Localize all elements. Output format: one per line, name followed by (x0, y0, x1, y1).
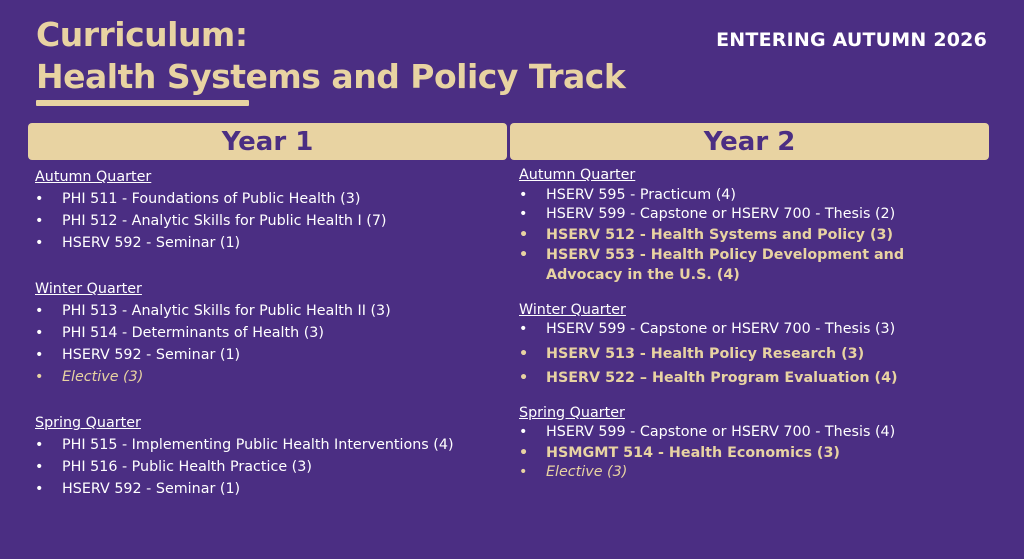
list-item: • HSERV 595 - Practicum (4) (519, 186, 919, 206)
year-2-spring-list (519, 423, 919, 482)
list-item: • PHI 515 - Implementing Public Health Interventions (4) (35, 434, 505, 456)
list-item: • HSERV 592 - Seminar (1) (35, 344, 505, 366)
track-item: • HSERV 513 - Health Policy Research (3) (519, 344, 919, 364)
track-item: • HSERV 522 – Health Program Evaluation (4) (519, 368, 919, 388)
elective-item: • Elective (3) (519, 463, 919, 483)
list-item: • PHI 514 - Determinants of Health (3) (35, 322, 505, 344)
year-1-column (35, 166, 505, 500)
list-item: • HSERV 592 - Seminar (1) (35, 478, 505, 500)
entering-term: ENTERING AUTUMN 2026 (716, 29, 987, 51)
year-2-autumn-list (519, 186, 919, 285)
year-1-autumn-heading: Autumn Quarter (35, 169, 152, 185)
list-item: • PHI 516 - Public Health Practice (3) (35, 456, 505, 478)
year-2-spring-heading: Spring Quarter (519, 404, 625, 421)
year-2-winter-heading: Winter Quarter (519, 301, 626, 318)
track-item: • HSERV 553 - Health Policy Development and Advocacy in the U.S. (4) (519, 245, 919, 285)
list-item: • HSERV 599 - Capstone or HSERV 700 - Thesis (4) (519, 423, 919, 443)
year-2-header: Year 2 (510, 123, 989, 160)
year-2-winter-list (519, 320, 919, 388)
year-1-spring-heading: Spring Quarter (35, 415, 141, 431)
title-line-2: Health Systems and Policy Track (36, 57, 626, 96)
list-item: • HSERV 599 - Capstone or HSERV 700 - Thesis (3) (519, 320, 919, 340)
page-title (36, 14, 625, 98)
track-item: • HSERV 512 - Health Systems and Policy (3) (519, 225, 919, 245)
year-1-winter-heading: Winter Quarter (35, 281, 142, 297)
list-item: • PHI 511 - Foundations of Public Health (3) (35, 188, 505, 210)
elective-item: • Elective (3) (35, 366, 505, 388)
list-item: • HSERV 592 - Seminar (1) (35, 232, 505, 254)
list-item: • HSERV 599 - Capstone or HSERV 700 - Thesis (2) (519, 205, 919, 225)
title-underline (36, 100, 249, 106)
list-item: • PHI 513 - Analytic Skills for Public Health II (3) (35, 300, 505, 322)
track-item: • HSMGMT 514 - Health Economics (3) (519, 443, 919, 463)
year-1-spring-list (35, 434, 505, 500)
year-1-winter-list (35, 300, 505, 388)
title-line-1: Curriculum: (36, 15, 248, 54)
year-1-header: Year 1 (28, 123, 507, 160)
year-1-autumn-list (35, 188, 505, 254)
list-item: • PHI 512 - Analytic Skills for Public Health I (7) (35, 210, 505, 232)
year-2-column (519, 166, 919, 482)
year-2-autumn-heading: Autumn Quarter (519, 167, 636, 183)
